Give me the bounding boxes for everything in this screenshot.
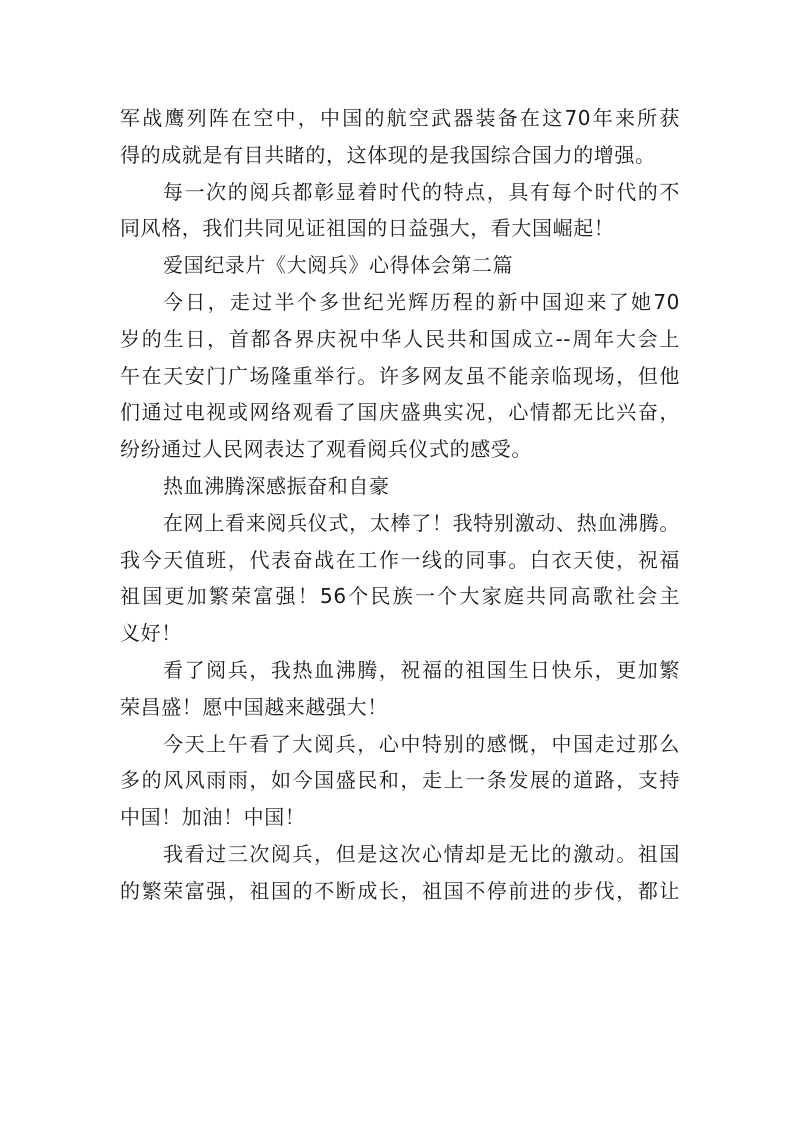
text-line: 我看过三次阅兵，但是这次心情却是无比的激动。祖国 [163, 841, 680, 866]
text-line: 在网上看来阅兵仪式，太棒了！我特别激动、热血沸腾。 [163, 510, 680, 535]
text-line: 军战鹰列阵在空中，中国的航空武器装备在这70年来所获 [120, 106, 680, 130]
text-line: 今日，走过半个多世纪光辉历程的新中国迎来了她70 [163, 289, 680, 314]
text-line: 每一次的阅兵都彰显着时代的特点，具有每个时代的不 [163, 179, 680, 204]
paragraph [120, 652, 680, 726]
paragraph [120, 100, 680, 174]
text-line: 荣昌盛！愿中国越来越强大！ [120, 694, 388, 719]
text-line: 纷纷通过人民网表达了观看阅兵仪式的感受。 [120, 437, 532, 462]
document-body [120, 100, 680, 910]
paragraph [120, 726, 680, 836]
text-line: 我今天值班，代表奋战在工作一线的同事。白衣天使，祝福 [120, 547, 680, 572]
text-line: 的繁荣富强，祖国的不断成长，祖国不停前进的步伐，都让 [120, 878, 680, 903]
heading-text: 爱国纪录片《大阅兵》心得体会第二篇 [163, 253, 514, 278]
paragraph [120, 836, 680, 910]
text-line: 今天上午看了大阅兵，心中特别的感慨，中国走过那么 [163, 731, 680, 756]
paragraph [120, 505, 680, 652]
text-line: 们通过电视或网络观看了国庆盛典实况，心情都无比兴奋， [120, 400, 680, 425]
heading-text: 热血沸腾深感振奋和自豪 [163, 473, 390, 498]
text-line: 义好！ [120, 621, 182, 646]
section-heading [120, 247, 680, 284]
paragraph [120, 284, 680, 468]
text-line: 看了阅兵，我热血沸腾，祝福的祖国生日快乐，更加繁 [163, 657, 680, 682]
text-line: 中国！加油！中国！ [120, 805, 306, 830]
text-line: 多的风风雨雨，如今国盛民和，走上一条发展的道路，支持 [120, 768, 680, 793]
text-line: 岁的生日，首都各界庆祝中华人民共和国成立--周年大会上 [120, 326, 680, 351]
paragraph [120, 174, 680, 248]
text-line: 同风格，我们共同见证祖国的日益强大，看大国崛起！ [120, 216, 615, 241]
subsection-heading [120, 468, 680, 505]
text-line: 得的成就是有目共睹的，这体现的是我国综合国力的增强。 [120, 142, 656, 167]
text-line: 午在天安门广场隆重举行。许多网友虽不能亲临现场，但他 [120, 363, 680, 388]
text-line: 祖国更加繁荣富强！56个民族一个大家庭共同高歌社会主 [120, 584, 680, 609]
